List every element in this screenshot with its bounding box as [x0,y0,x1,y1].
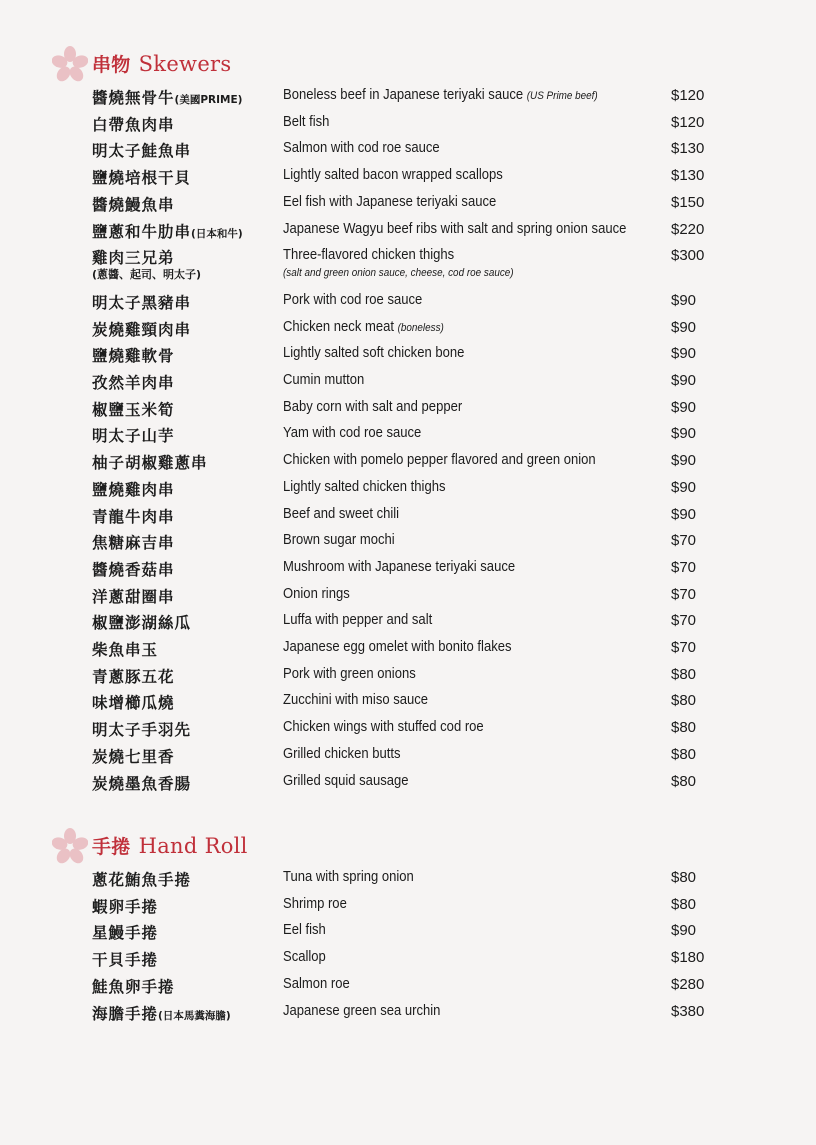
item-description-en [283,896,347,912]
item-price: $80 [671,665,697,683]
item-description-en [283,87,598,103]
menu-item-row [0,291,816,317]
item-name-zh [92,86,242,108]
item-description-text: Eel fish with Japanese teriyaki sauce [283,193,497,210]
section-title [92,50,231,77]
item-description-text: Japanese egg omelet with bonito flakes [283,639,512,655]
menu-item-row [0,921,816,947]
item-description-text: Eel fish [283,922,326,939]
item-name-zh [92,246,175,268]
item-price: $90 [671,452,697,470]
item-name-zh-text: 青龍牛肉串 [92,507,175,526]
item-description-text: Zucchini with miso sauce [283,692,429,709]
item-description-en [283,399,462,415]
item-name-zh [92,398,175,420]
item-description-en [283,167,503,183]
item-name-zh-text: 雞肉三兄弟 [92,249,175,268]
item-name-zh-text: 星鰻手捲 [92,924,159,943]
item-name-zh [92,895,158,917]
item-name-zh-text: 柚子胡椒雞蔥串 [92,454,208,473]
menu-item-row [0,166,816,192]
item-price: $70 [671,612,697,630]
item-description-text: Onion rings [283,585,350,602]
item-name-zh [92,318,191,340]
section-title-zh: 手捲 [92,836,131,858]
item-description-en [283,221,626,237]
section-title-en: Skewers [138,52,232,76]
item-name-zh-text: 白帶魚肉串 [92,115,175,134]
item-description-text: Salmon roe [283,975,350,992]
item-description-note: (US Prime beef) [526,90,598,102]
item-name-zh [92,344,175,366]
item-description-text: Japanese green sea urchin [283,1002,441,1019]
item-description-en [283,612,432,628]
item-name-zh [92,745,175,767]
menu-item-row [0,558,816,584]
item-price: $80 [671,745,697,763]
item-name-zh [92,424,175,446]
item-description-text: Beef and sweet chili [283,505,400,522]
item-price: $90 [671,478,697,496]
item-description-text: Japanese Wagyu beef ribs with salt and spring onion sauce [283,220,627,237]
item-name-zh [92,638,158,660]
menu-item-row [0,585,816,611]
item-description-text: Belt fish [283,113,330,130]
item-name-zh-text: 鮭魚卵手捲 [92,977,175,996]
item-description-text: Grilled squid sausage [283,772,409,789]
menu-item-row [0,745,816,771]
section-header [52,826,452,866]
menu-item-row [0,948,816,974]
item-name-zh-note: (日本馬糞海膽) [158,1009,231,1022]
item-name-zh-text: 青蔥豚五花 [92,667,175,686]
item-name-zh [92,921,158,943]
menu-item-row [0,1002,816,1028]
menu-item-row [0,505,816,531]
menu-item-row [0,113,816,139]
item-price: $300 [671,247,705,265]
item-name-zh [92,531,175,553]
item-description-en [283,719,484,735]
item-description-en [283,559,515,575]
menu-item-row [0,193,816,219]
item-name-zh-text: 柴魚串玉 [92,641,159,659]
item-description-en [283,292,422,308]
menu-item-row [0,478,816,504]
item-name-zh [92,291,191,313]
item-price: $90 [671,398,697,416]
item-name-zh-text: 椒鹽玉米筍 [92,400,175,419]
menu-item-row [0,718,816,744]
item-description-en [283,586,350,602]
item-description-en [283,922,326,938]
item-description-text: Baby corn with salt and pepper [283,398,463,415]
item-price: $90 [671,318,697,336]
item-description-text: Pork with cod roe sauce [283,291,423,308]
item-price: $130 [671,167,705,185]
menu-item-row [0,424,816,450]
item-name-zh [92,868,191,890]
item-name-zh-text: 明太子手羽先 [92,721,192,740]
item-price: $120 [671,87,705,104]
item-name-zh [92,220,243,242]
item-description-text: Boneless beef in Japanese teriyaki sauce [283,87,524,103]
item-description-text: Cumin mutton [283,372,365,388]
item-description-text: Chicken neck meat [283,318,394,335]
item-description-text: Tuna with spring onion [283,869,414,885]
cherry-blossom-icon [52,46,88,82]
item-description-en [283,372,364,388]
item-description-text: Scallop [283,949,326,966]
item-name-zh-subtitle: (蔥醬、起司、明太子) [92,268,202,282]
item-name-zh [92,113,175,135]
item-name-zh [92,1002,231,1024]
item-name-zh-text: 椒鹽澎湖絲瓜 [92,614,192,633]
item-description-en [283,247,454,263]
item-name-zh [92,718,191,740]
item-name-zh-text: 孜然羊肉串 [92,374,175,392]
item-name-zh [92,451,208,473]
item-name-zh [92,611,191,633]
item-description-text: Chicken with pomelo pepper flavored and green onion [283,452,596,469]
section-title-en: Hand Roll [138,834,248,858]
item-description-text: Pork with green onions [283,665,416,682]
item-price: $280 [671,975,705,993]
item-name-zh [92,139,191,161]
item-name-zh-text: 鹽燒雞肉串 [92,480,175,499]
item-description-text: Grilled chicken butts [283,745,401,762]
item-description-en [283,452,596,468]
menu-item-row [0,665,816,691]
item-name-zh-text: 鹽燒雞軟骨 [92,347,175,366]
item-description-text: Shrimp roe [283,895,347,912]
item-description-text: Brown sugar mochi [283,532,395,549]
item-description-en [283,425,421,441]
item-description-en [283,506,399,522]
item-description-text: Lightly salted soft chicken bone [283,345,465,362]
item-name-zh-text: 明太子山芋 [92,427,175,446]
item-name-zh-text: 味增櫛瓜燒 [92,694,175,713]
item-name-zh [92,166,191,188]
item-name-zh-text: 炭燒墨魚香腸 [92,774,192,793]
item-price: $90 [671,425,697,443]
cherry-blossom-icon [52,828,88,864]
item-name-zh-text: 醬燒香菇串 [92,560,175,579]
item-price: $90 [671,922,697,940]
menu-item-row [0,975,816,1001]
item-description-en [283,319,444,335]
item-name-zh [92,371,175,393]
item-description-en [283,949,326,965]
item-description-en [283,666,416,682]
item-description-text: Luffa with pepper and salt [283,612,433,629]
item-name-zh-text: 蝦卵手捲 [92,897,159,916]
item-description-text: Lightly salted bacon wrapped scallops [283,167,503,184]
item-price: $90 [671,372,697,389]
item-description-en [283,869,414,885]
item-description-en [283,140,440,156]
menu-item-row [0,531,816,557]
menu-item-row [0,868,816,894]
item-description-subtitle: (salt and green onion sauce, cheese, cod roe sauce) [283,267,514,280]
menu-item-row [0,772,816,798]
section-title [92,832,248,859]
item-description-en [283,532,395,548]
item-price: $80 [671,895,697,913]
item-name-zh-text: 醬燒鰻魚串 [92,195,175,214]
menu-item-row [0,638,816,664]
section-header [52,44,452,84]
item-price: $80 [671,772,697,790]
item-description-en [283,345,464,361]
item-name-zh-text: 明太子鮭魚串 [92,142,192,161]
item-price: $70 [671,585,697,603]
item-description-en [283,194,496,210]
item-description-en [283,692,428,708]
item-name-zh-text: 炭燒七里香 [92,747,175,766]
item-price: $150 [671,193,705,211]
item-description-en [283,976,350,992]
item-description-en [283,1003,440,1019]
item-price: $90 [671,291,697,309]
item-name-zh [92,505,175,527]
item-price: $220 [671,220,705,238]
item-name-zh-text: 干貝手捲 [92,951,159,970]
item-price: $80 [671,719,697,737]
item-price: $90 [671,505,697,523]
item-price: $70 [671,532,697,550]
item-name-zh-text: 蔥花鮪魚手捲 [92,871,192,889]
item-name-zh-text: 海膽手捲 [92,1004,159,1023]
item-name-zh-note: (日本和牛) [191,227,243,240]
item-name-zh [92,193,175,215]
item-description-text: Yam with cod roe sauce [283,425,422,442]
menu-item-row [0,895,816,921]
item-name-zh-text: 明太子黑豬串 [92,293,192,312]
section-title-zh: 串物 [92,54,131,76]
menu-item-row [0,86,816,112]
menu-item-row [0,691,816,717]
item-name-zh [92,691,175,713]
menu-item-row [0,371,816,397]
menu-item-row [0,220,816,246]
menu-item-row [0,139,816,165]
item-name-zh-text: 鹽蔥和牛肋串 [92,222,192,241]
item-name-zh [92,558,175,580]
item-description-text: Lightly salted chicken thighs [283,478,446,495]
item-description-text: Mushroom with Japanese teriyaki sauce [283,558,516,575]
item-name-zh [92,948,158,970]
item-description-en [283,479,446,495]
item-name-zh-text: 炭燒雞頸肉串 [92,320,192,339]
item-description-text: Three-flavored chicken thighs [283,247,455,264]
item-name-zh-text: 洋蔥甜圈串 [92,587,175,606]
item-description-en [283,773,409,789]
item-description-en [283,639,512,655]
item-price: $70 [671,639,697,656]
item-name-zh [92,665,175,687]
item-price: $80 [671,869,697,886]
item-price: $130 [671,140,705,158]
item-description-text: Salmon with cod roe sauce [283,140,440,157]
item-name-zh-text: 醬燒無骨牛 [92,89,175,107]
menu-item-row [0,451,816,477]
item-name-zh-text: 鹽燒培根干貝 [92,169,192,188]
menu-item-row [0,246,816,282]
menu-item-row [0,318,816,344]
item-name-zh-text: 焦糖麻吉串 [92,534,175,553]
item-name-zh-note: (美國PRIME) [174,94,243,106]
item-name-zh [92,772,191,794]
item-price: $80 [671,692,697,710]
item-description-en [283,114,329,130]
item-price: $180 [671,949,705,967]
item-price: $120 [671,113,705,131]
menu-item-row [0,344,816,370]
item-name-zh [92,478,175,500]
item-description-en [283,746,401,762]
menu-item-row [0,611,816,637]
item-name-zh [92,975,175,997]
item-price: $380 [671,1002,705,1020]
item-name-zh [92,585,175,607]
item-price: $70 [671,558,697,576]
item-price: $90 [671,345,697,363]
menu-item-row [0,398,816,424]
item-description-note: (boneless) [397,321,444,334]
item-description-text: Chicken wings with stuffed cod roe [283,719,484,736]
